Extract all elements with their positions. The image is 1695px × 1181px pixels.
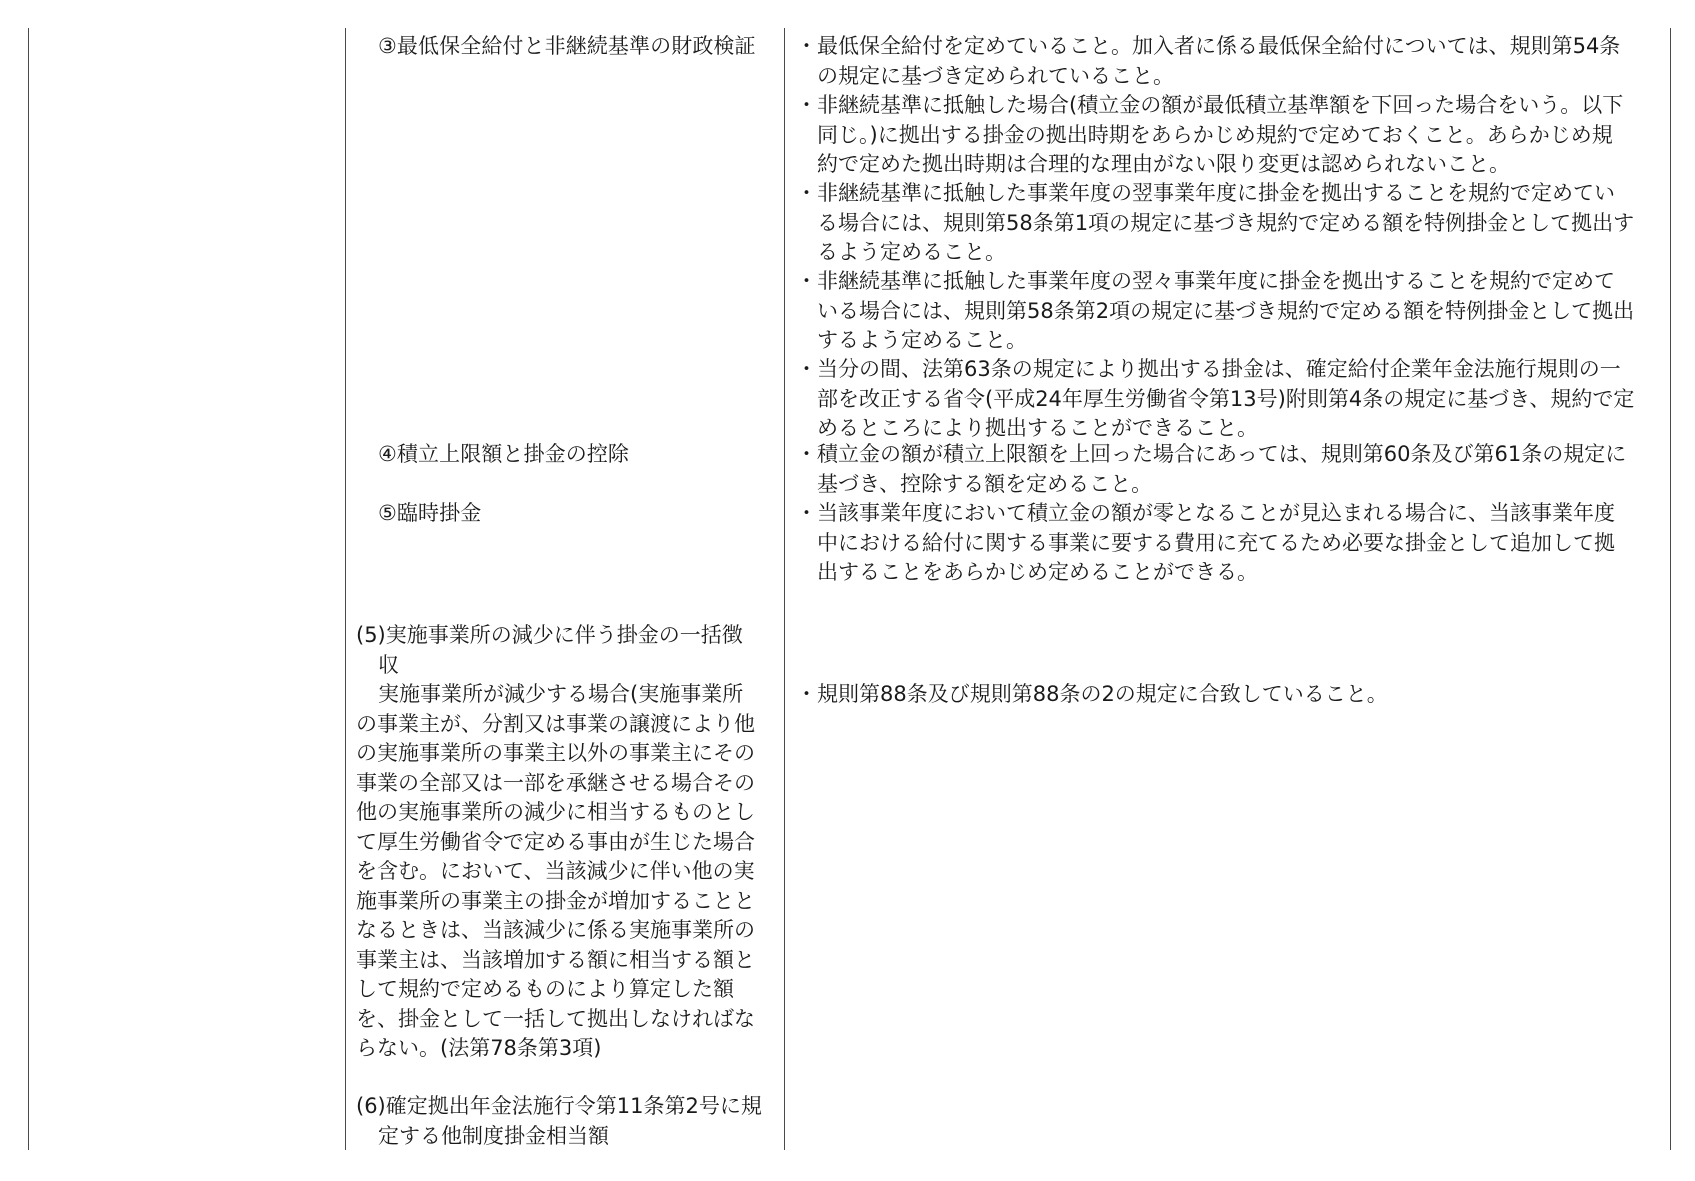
- criteria-bullet: [796, 179, 1635, 268]
- bullet-line: るよう定めること。: [817, 240, 1006, 264]
- item5-heading: ⑤臨時掛金: [378, 501, 482, 525]
- section5-body-line: 事業の全部又は一部を承継させる場合その: [356, 770, 755, 795]
- bullet-line: めるところにより拠出することができること。: [817, 416, 1258, 440]
- section5-body-line: 他の実施事業所の減少に相当するものとし: [356, 800, 755, 824]
- table-divider-3: [1670, 28, 1671, 1150]
- section5-body-line: を、掛金として一括して拠出しなければな: [356, 1006, 755, 1031]
- bullet-line: 当分の間、法第63条の規定により拠出する掛金は、確定給付企業年金法施行規則の一: [817, 357, 1621, 381]
- criteria-bullet: [796, 32, 1621, 91]
- bullet-line: る場合には、規則第58条第1項の規定に基づき規約で定める額を特例掛金として拠出す: [817, 210, 1635, 235]
- bullet-line: 最低保全給付を定めていること。加入者に係る最低保全給付については、規則第54条: [817, 34, 1621, 58]
- criteria-bullet: [796, 499, 1615, 588]
- bullet-line: いる場合には、規則第58条第2項の規定に基づき規約で定める額を特例掛金として拠出: [817, 298, 1635, 323]
- section5-body-line: らない。(法第78条第3項): [356, 1036, 602, 1060]
- criteria-bullet: [796, 355, 1635, 444]
- bullet-marker: ・: [796, 442, 817, 466]
- section5-body-line: 実施事業所が減少する場合(実施事業所: [378, 682, 744, 706]
- section5-heading-line: 収: [378, 652, 399, 677]
- bullet-marker: ・: [796, 682, 817, 706]
- bullet-line: 中における給付に関する事業に要する費用に充てるため必要な掛金として追加して拠: [817, 530, 1615, 555]
- section5-heading-line: (5)実施事業所の減少に伴う掛金の一括徴: [356, 623, 743, 647]
- criteria-bullet: [796, 267, 1635, 356]
- bullet-marker: ・: [796, 357, 817, 381]
- section5-body-line: の実施事業所の事業主以外の事業主にその: [356, 741, 755, 765]
- bullet-line: 規則第88条及び規則第88条の2の規定に合致していること。: [817, 682, 1388, 706]
- bullet-line: の規定に基づき定められていること。: [817, 63, 1174, 88]
- section5-heading: [356, 621, 743, 680]
- section5-body-line: して規約で定めるものにより算定した額: [356, 977, 734, 1001]
- bullet-marker: ・: [796, 501, 817, 525]
- bullet-marker: ・: [796, 269, 817, 293]
- criteria-bullet: [796, 440, 1627, 499]
- section6-heading-line: (6)確定拠出年金法施行令第11条第2号に規: [356, 1094, 762, 1118]
- item3-heading: ③最低保全給付と非継続基準の財政検証: [378, 34, 756, 58]
- section6-heading-line: 定する他制度掛金相当額: [378, 1123, 609, 1148]
- bullet-line: するよう定めること。: [817, 328, 1027, 352]
- section6-heading: [356, 1092, 762, 1151]
- bullet-line: 非継続基準に抵触した場合(積立金の額が最低積立基準額を下回った場合をいう。以下: [817, 93, 1624, 117]
- table-border-left: [28, 28, 29, 1150]
- criteria-bullet: [796, 680, 1586, 710]
- bullet-line: 約で定めた拠出時期は合理的な理由がない限り変更は認められないこと。: [817, 152, 1510, 176]
- criteria-bullet: [796, 91, 1624, 180]
- section5-body-line: て厚生労働省令で定める事由が生じた場合: [356, 829, 755, 854]
- bullet-line: 非継続基準に抵触した事業年度の翌事業年度に掛金を拠出することを規約で定めてい: [817, 181, 1615, 205]
- bullet-line: 積立金の額が積立上限額を上回った場合にあっては、規則第60条及び第61条の規定に: [817, 442, 1627, 466]
- bullet-line: 当該事業年度において積立金の額が零となることが見込まれる場合に、当該事業年度: [817, 501, 1615, 525]
- bullet-line: 部を改正する省令(平成24年厚生労働省令第13号)附則第4条の規定に基づき、規約で定: [817, 386, 1635, 411]
- bullet-line: 同じ。)に拠出する掛金の拠出時期をあらかじめ規約で定めておくこと。あらかじめ規: [817, 122, 1613, 147]
- bullet-marker: ・: [796, 34, 817, 58]
- section5-body-line: 施事業所の事業主の掛金が増加することと: [356, 888, 755, 913]
- item4-heading: ④積立上限額と掛金の控除: [378, 442, 630, 466]
- bullet-marker: ・: [796, 93, 817, 117]
- section5-body-line: 事業主は、当該増加する額に相当する額と: [356, 947, 755, 972]
- bullet-line: 出することをあらかじめ定めることができる。: [817, 560, 1258, 584]
- section5-body-line: を含む。において、当該減少に伴い他の実: [356, 859, 755, 883]
- bullet-line: 基づき、控除する額を定めること。: [817, 471, 1153, 496]
- section5-body: [356, 680, 755, 1064]
- table-divider-2: [784, 28, 785, 1150]
- section5-body-line: の事業主が、分割又は事業の譲渡により他: [356, 711, 755, 736]
- section5-body-line: なるときは、当該減少に係る実施事業所の: [356, 918, 755, 942]
- bullet-marker: ・: [796, 181, 817, 205]
- bullet-line: 非継続基準に抵触した事業年度の翌々事業年度に掛金を拠出することを規約で定めて: [817, 269, 1615, 293]
- table-divider-1: [345, 28, 346, 1150]
